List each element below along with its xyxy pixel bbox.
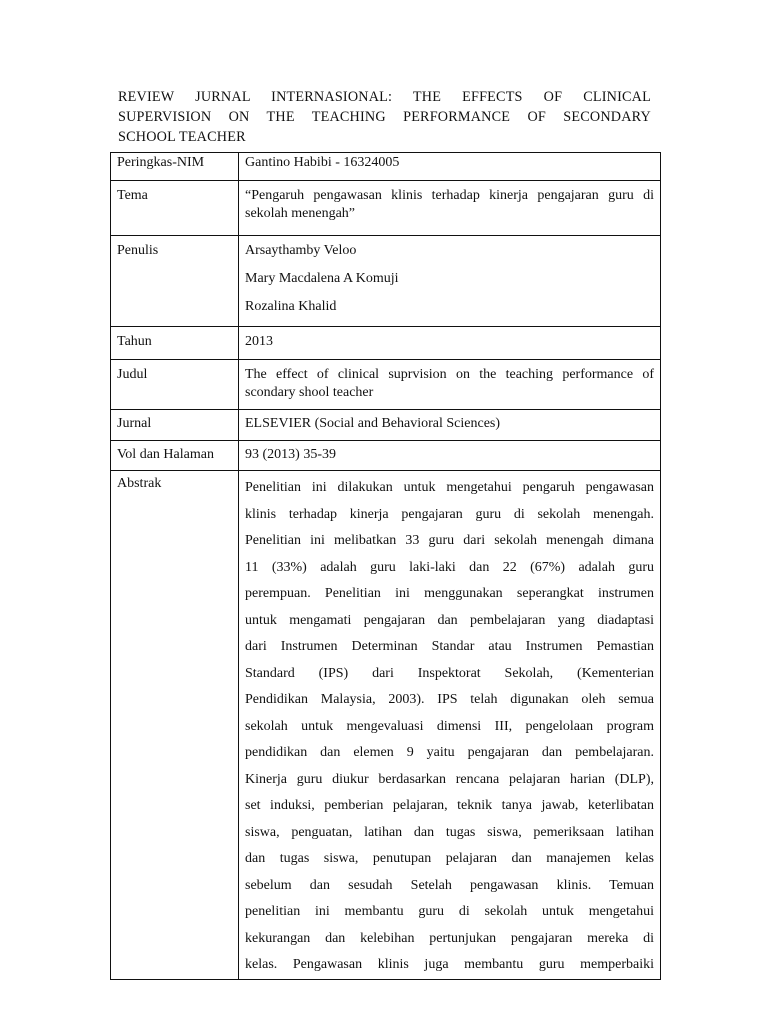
table-row-jurnal (111, 410, 661, 441)
table-row-tema (111, 181, 661, 236)
table-row-penulis (111, 236, 661, 327)
author-name: Mary Macdalena A Komuji (245, 271, 399, 286)
row-label: Judul (111, 360, 239, 410)
abstract-line: untuk mengamati pengajaran dan pembelajaran yang diadaptasi (245, 612, 654, 628)
abstract-line: siswa, penguatan, latihan dan tugas siswa, pemeriksaan latihan (245, 824, 654, 840)
abstract-line: Penelitian ini melibatkan 33 guru dari sekolah menengah dimana (245, 533, 654, 548)
volume-pages-text: 93 (2013) 35-39 (245, 447, 336, 462)
row-value (239, 327, 661, 360)
abstract-line: kelas. Pengawasan klinis juga membantu guru memperbaiki (245, 957, 654, 972)
authors-list (239, 236, 661, 327)
row-label: Peringkas-NIM (111, 153, 239, 181)
year-text: 2013 (245, 334, 273, 349)
table-row-judul (111, 360, 661, 410)
table-row-tahun (111, 327, 661, 360)
row-label: Abstrak (111, 471, 239, 980)
abstract-line: dari Instrumen Determinan Standar atau Instrumen Pemastian (245, 639, 654, 654)
row-value (239, 153, 661, 181)
table-row-vol-halaman (111, 441, 661, 471)
title-line: REVIEW JURNAL INTERNASIONAL: THE EFFECTS OF CLINICAL (118, 89, 651, 105)
review-table (110, 152, 661, 980)
author-name: Arsaythamby Veloo (245, 243, 357, 258)
abstract-line: Kinerja guru diukur berdasarkan rencana pelajaran harian (DLP), (245, 771, 654, 787)
abstract-line: perempuan. Penelitian ini menggunakan seperangkat instrumen (245, 586, 654, 601)
abstract-line: set induksi, pemberian pelajaran, teknik tanya jawab, keterlibatan (245, 798, 654, 813)
summarizer-name: Gantino Habibi - 16324005 (245, 155, 400, 170)
document-title (118, 87, 651, 147)
row-value (239, 441, 661, 471)
row-label: Penulis (111, 236, 239, 327)
abstract-line: klinis terhadap kinerja pengajaran guru di sekolah menengah. (245, 506, 654, 522)
title-line: SUPERVISION ON THE TEACHING PERFORMANCE OF SECONDARY (118, 109, 651, 125)
table-row-abstrak (111, 471, 661, 980)
theme-text: “Pengaruh pengawasan klinis terhadap kinerja pengajaran guru di sekolah menengah” (245, 188, 654, 221)
row-label: Tahun (111, 327, 239, 360)
author-name: Rozalina Khalid (245, 299, 337, 314)
table-row-peringkas (111, 153, 661, 181)
abstract-text (239, 471, 661, 980)
row-value (239, 360, 661, 410)
row-label: Tema (111, 181, 239, 236)
abstract-line: penelitian ini membantu guru di sekolah untuk mengetahui (245, 904, 654, 919)
abstract-line: sekolah untuk mengevaluasi dimensi III, pengelolaan program (245, 718, 654, 734)
abstract-line: sebelum dan sesudah Setelah pengawasan klinis. Temuan (245, 877, 654, 893)
abstract-line: kekurangan dan kelebihan pertunjukan pengajaran mereka di (245, 930, 654, 946)
row-value (239, 410, 661, 441)
journal-name-text: ELSEVIER (Social and Behavioral Sciences) (245, 416, 501, 431)
row-label: Jurnal (111, 410, 239, 441)
article-title-text: The effect of clinical suprvision on the teaching performance of scondary shool teacher (245, 367, 654, 400)
abstract-line: pendidikan dan elemen 9 yaitu pengajaran dan pembelajaran. (245, 745, 654, 760)
abstract-line: Pendidikan Malaysia, 2003). IPS telah digunakan oleh semua (245, 692, 654, 707)
abstract-line: Standard (IPS) dari Inspektorat Sekolah, (Kementerian (245, 665, 654, 681)
title-line: SCHOOL TEACHER (118, 129, 246, 145)
abstract-line: dan tugas siswa, penutupan pelajaran dan manajemen kelas (245, 851, 654, 866)
abstract-line: Penelitian ini dilakukan untuk mengetahui pengaruh pengawasan (245, 480, 654, 495)
row-value (239, 181, 661, 236)
row-label: Vol dan Halaman (111, 441, 239, 471)
abstract-line: 11 (33%) adalah guru laki-laki dan 22 (67%) adalah guru (245, 559, 654, 575)
